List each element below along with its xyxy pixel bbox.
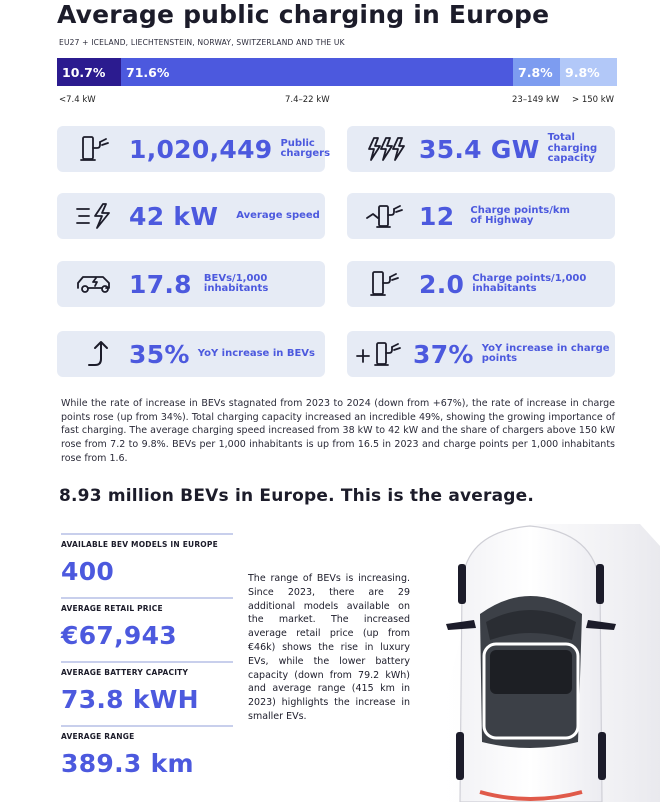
stat-value: 12 [419,201,455,231]
page-title: Average public charging in Europe [57,0,550,29]
segment-23-149kw [513,58,560,86]
stat-card-yoy-bevs [57,331,325,377]
range-label: > 150 kW [572,95,615,105]
charger-plug-icon [365,269,405,299]
stat-value: 35% [129,339,190,369]
charging-speed-bar [57,58,617,86]
lightning-bolts-icon [365,134,405,164]
range-label: <7.4 kW [59,95,96,105]
segment-under-7kw [57,58,121,86]
stat-card-charging-capacity [347,126,615,172]
summary-paragraph: While the rate of increase in BEVs stagnated from 2023 to 2024 (down from +67%), the rate of increase in charge points rose (up from 34%). Total charging capacity increased an incredible 49%, showing the growing importance of fast charging. The average charging speed increased from 38 kW to 42 kW and the share of chargers above 150 kW rose from 7.2 to 9.8%. BEVs per 1,000 inhabitants is up from 16.5 in 2023 and charge points per 1,000 inhabitants rose from 1.6. [61,398,615,464]
segment-label: 10.7% [62,64,106,80]
up-arrow-icon [75,339,115,369]
stat-card-yoy-charge-points [347,331,615,377]
stat-label: YoY increase in charge points [481,342,610,364]
stat-bev-models [61,533,233,586]
segment-over-150kw [560,58,617,86]
stat-card-public-chargers [57,126,331,172]
stat-label: Total charging capacity [547,132,598,165]
stat-battery-capacity [61,661,233,714]
electric-car-icon [75,269,115,299]
stat-value: 2.0 [419,269,465,299]
segment-label: 7.8% [518,64,553,80]
range-label: 7.4–22 kW [285,95,330,105]
bev-description: The range of BEVs is increasing. Since 2023, there are 29 additional models available on the market. The increased average retail price (up from €46k) shows the rise in luxury EVs, while the lower battery capacity (down from 79.2 kWh) and average range (415 km in 2023) highlights the increase in smaller EVs. [248,573,410,722]
stat-value: 42 kW [129,201,219,231]
bev-heading: 8.93 million BEVs in Europe. This is the average. [59,486,535,506]
stat-value: 35.4 GW [419,134,540,164]
plus-charger-icon [355,339,409,369]
stat-label: AVERAGE BATTERY CAPACITY [61,668,189,677]
stat-label: Public chargers [280,137,331,159]
stat-value: 17.8 [129,269,192,299]
car-illustration [420,516,660,802]
stat-label: Charge points/1,000 inhabitants [472,272,587,294]
stat-value: €67,943 [61,621,177,650]
stat-value: 73.8 kWH [61,685,199,714]
stat-label: AVAILABLE BEV MODELS IN EUROPE [61,540,218,549]
stat-average-range [61,725,233,778]
range-label: 23–149 kW [512,95,560,105]
stat-label: AVERAGE RANGE [61,732,135,741]
highway-charger-icon [365,201,405,231]
stat-label: AVERAGE RETAIL PRICE [61,604,163,613]
stat-label: YoY increase in BEVs [197,347,315,359]
stat-value: 37% [413,339,474,369]
page-subtitle: EU27 + ICELAND, LIECHTENSTEIN, NORWAY, SWITZERLAND AND THE UK [59,38,345,47]
segment-7-22kw [121,58,513,86]
stat-label: Average speed [236,209,320,221]
stat-value: 400 [61,557,115,586]
stat-label: BEVs/1,000 inhabitants [203,272,269,294]
charger-plug-icon [75,134,115,164]
stat-value: 1,020,449 [129,134,273,164]
stat-card-bevs-per-1000 [57,261,325,307]
stat-retail-price [61,597,233,650]
speed-bolt-icon [75,201,115,231]
stat-value: 389.3 km [61,749,194,778]
segment-label: 71.6% [126,64,170,80]
stat-card-average-speed [57,193,325,239]
stat-card-charge-points-per-1000 [347,261,615,307]
stat-label: Charge points/km of Highway [470,204,570,226]
segment-label: 9.8% [565,64,600,80]
stat-card-highway-charge-points [347,193,615,239]
